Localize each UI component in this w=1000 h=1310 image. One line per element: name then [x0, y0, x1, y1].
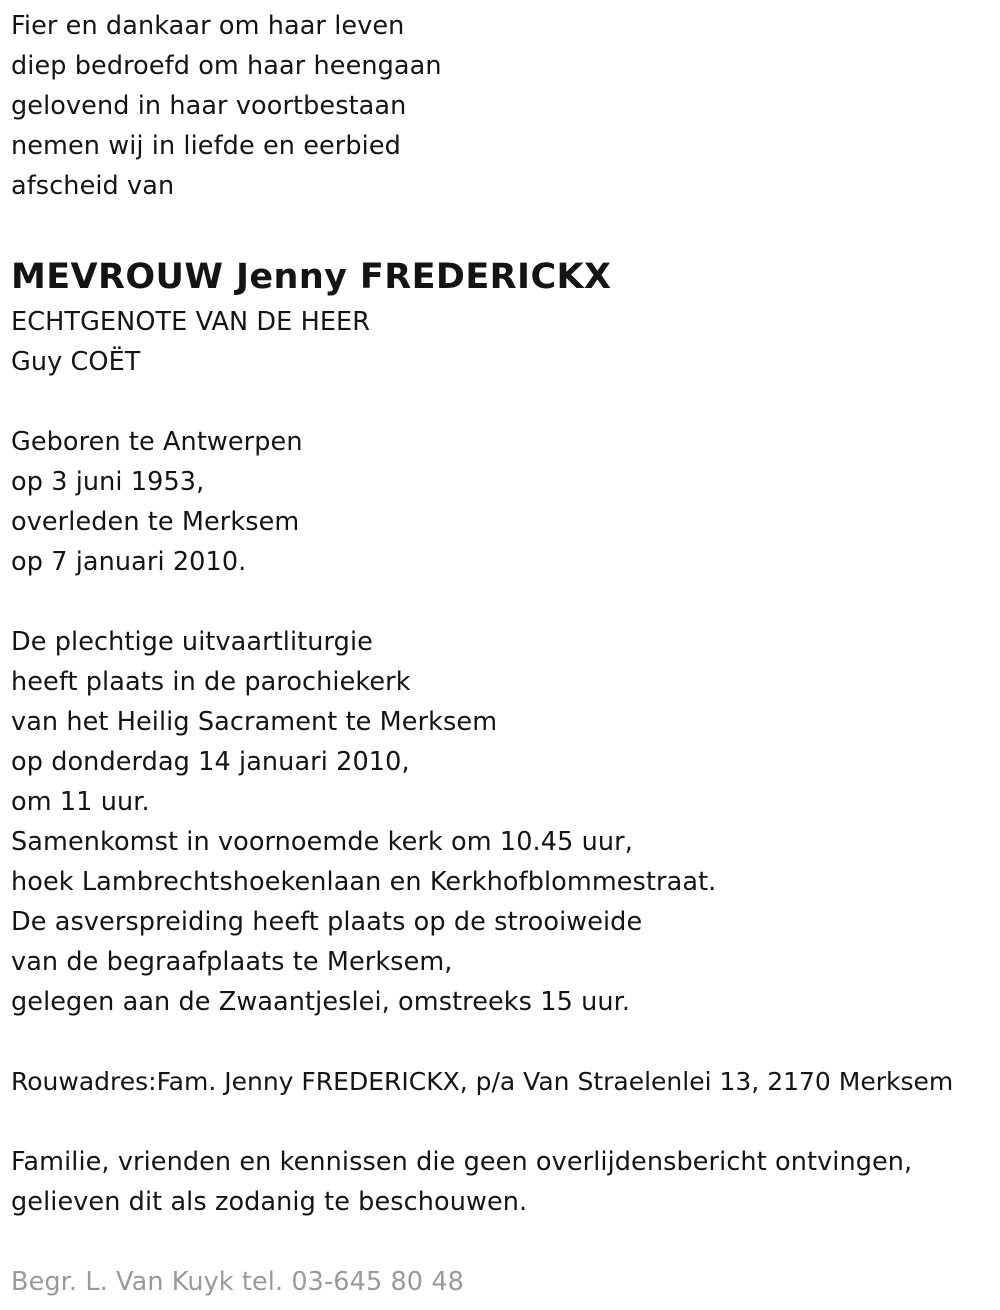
spacer	[11, 1102, 996, 1142]
closing-line: Familie, vrienden en kennissen die geen overlijdensbericht ontvingen,	[11, 1147, 913, 1177]
intro-verse	[11, 6, 996, 206]
service-line: van het Heilig Sacrament te Merksem	[11, 707, 498, 737]
service-line: om 11 uur.	[11, 787, 150, 817]
life-line: overleden te Merksem	[11, 507, 300, 537]
spacer	[11, 1222, 996, 1262]
intro-line: Fier en dankaar om haar leven	[11, 11, 405, 41]
closing-line: gelieven dit als zodanig te beschouwen.	[11, 1187, 528, 1217]
life-line: op 7 januari 2010.	[11, 547, 247, 577]
intro-line: gelovend in haar voortbestaan	[11, 91, 407, 121]
closing-note	[11, 1142, 996, 1222]
service-line: De plechtige uitvaartliturgie	[11, 627, 373, 657]
funeral-director-credit: Begr. L. Van Kuyk tel. 03-645 80 48	[11, 1267, 464, 1297]
spacer	[11, 1022, 996, 1062]
intro-line: nemen wij in liefde en eerbied	[11, 131, 401, 161]
life-line: Geboren te Antwerpen	[11, 427, 303, 457]
deceased-block	[11, 252, 996, 382]
intro-line: afscheid van	[11, 171, 175, 201]
service-line: gelegen aan de Zwaantjeslei, omstreeks 15 uur.	[11, 987, 631, 1017]
service-line: van de begraafplaats te Merksem,	[11, 947, 453, 977]
deceased-name: MEVROUW Jenny FREDERICKX	[11, 257, 612, 297]
spouse-title: ECHTGENOTE VAN DE HEER	[11, 307, 371, 337]
spacer	[11, 206, 996, 252]
service-line: op donderdag 14 januari 2010,	[11, 747, 410, 777]
death-notice	[11, 6, 996, 1302]
life-line: op 3 juni 1953,	[11, 467, 205, 497]
service-line: De asverspreiding heeft plaats op de strooiweide	[11, 907, 643, 937]
service-line: Samenkomst in voornoemde kerk om 10.45 uur,	[11, 827, 633, 857]
service-line: heeft plaats in de parochiekerk	[11, 667, 411, 697]
funeral-service	[11, 622, 996, 1022]
life-dates	[11, 422, 996, 582]
spouse-name: Guy COËT	[11, 347, 141, 377]
service-line: hoek Lambrechtshoekenlaan en Kerkhofblommestraat.	[11, 867, 717, 897]
intro-line: diep bedroefd om haar heengaan	[11, 51, 442, 81]
spacer	[11, 582, 996, 622]
spacer	[11, 382, 996, 422]
mourning-address: Rouwadres:Fam. Jenny FREDERICKX, p/a Van Straelenlei 13, 2170 Merksem	[11, 1067, 954, 1096]
